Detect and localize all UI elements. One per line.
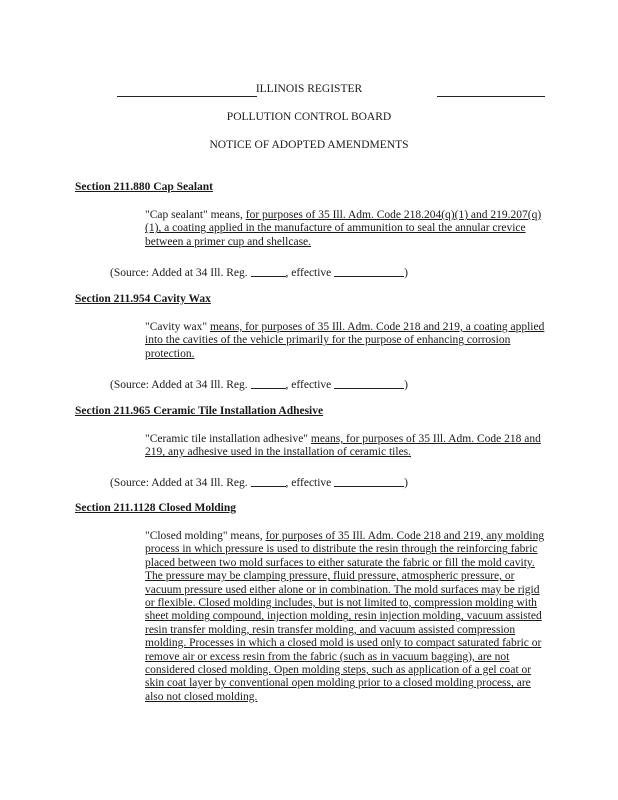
register-title: ILLINOIS REGISTER [255,83,363,95]
board-title: POLLUTION CONTROL BOARD [226,111,392,123]
definition-amendment-text: for purposes of 35 Ill. Adm. Code 218.204(q)(1) and 219.207(q)(1), a coating applied in the manufacture of ammunition to seal the annular crevice between a primer cup and shellcase. [145,209,542,248]
definition-text: "Cavity wax" [145,321,210,333]
notice-title: NOTICE OF ADOPTED AMENDMENTS [209,139,409,151]
definition-text: "Ceramic tile installation adhesive" [145,433,311,445]
header-rule-right [437,96,545,97]
definition-closed-molding [145,530,545,704]
definition-amendment-text: means, for purposes of 35 Ill. Adm. Code 218 and 219, a coating applied into the cavities of the vehicle primarily for the purpose of enhancing corrosion protection. [145,321,545,360]
definition-text: "Closed molding" means, [145,530,266,542]
definition-cap-sealant [145,209,545,249]
register-page-blank [251,265,286,277]
source-note: (Source: Added at 34 Ill. Reg. , effective ) [110,477,409,489]
definition-amendment-text: means, for purposes of 35 Ill. Adm. Code 218 and 219, any adhesive used in the installation of ceramic tiles. [145,433,541,459]
header-rule-left [117,96,257,97]
effective-date-blank [334,265,404,277]
definition-ceramic-tile-adhesive [145,433,545,460]
definition-amendment-text: for purposes of 35 Ill. Adm. Code 218 and 219, any molding process in which pressure is used to distribute the resin through the reinforcing fabric placed between two mold surfaces to either saturate the fabric or fill the mold cavity. The pressure may be clamping pressure, fluid pressure, atmospheric pressure, or vacuum pressure used either alone or in combination. The mold surfaces may be rigid or flexible. Closed molding includes, but is not limited to, compression molding with sheet molding compound, injection molding, resin injection molding, vacuum assisted resin transfer molding, resin transfer molding, and vacuum assisted compression molding. Processes in which a closed mold is used only to compact saturated fabric or remove air or excess resin from the fabric (such as in vacuum bagging), are not considered closed molding. Open molding steps, such as application of a gel coat or skin coat layer by conventional open molding prior to a closed molding process, are also not closed molding. [145,530,545,703]
source-note: (Source: Added at 34 Ill. Reg. , effective ) [110,379,409,391]
definition-cavity-wax [145,321,545,361]
section-heading-211-880: Section 211.880 Cap Sealant [75,181,214,193]
section-heading-211-965: Section 211.965 Ceramic Tile Installation Adhesive [75,405,324,417]
register-page-blank [251,475,286,487]
section-heading-211-1128: Section 211.1128 Closed Molding [75,502,237,514]
source-note: (Source: Added at 34 Ill. Reg. , effective ) [110,267,409,279]
definition-text: "Cap sealant" means, [145,209,246,221]
section-heading-211-954: Section 211.954 Cavity Wax [75,293,211,305]
effective-date-blank [334,377,404,389]
effective-date-blank [334,475,404,487]
register-page-blank [251,377,286,389]
